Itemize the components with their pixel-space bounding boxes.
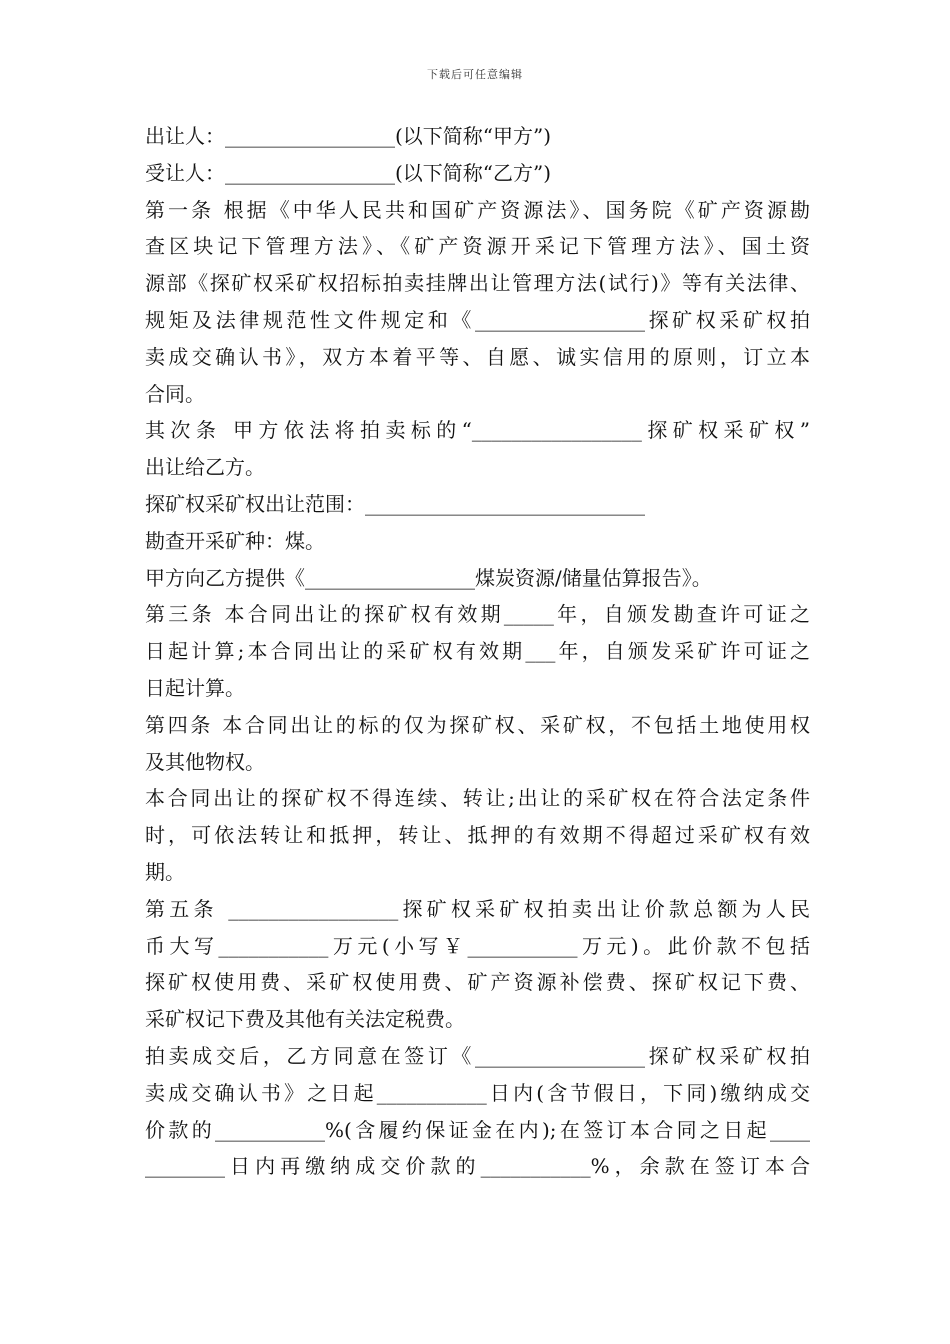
text-line: 出让给乙方。 bbox=[145, 455, 265, 480]
text-line: 币大写___________万元(小写￥___________万元)。此价款不包括 bbox=[145, 933, 810, 958]
text-line: 合同。 bbox=[145, 381, 205, 406]
text-line: 第五条 _________________探矿权采矿权拍卖出让价款总额为人民 bbox=[145, 896, 810, 921]
text-line: 规矩及法律规范性文件规定和《_________________探矿权采矿权拍 bbox=[145, 307, 810, 332]
document-body bbox=[145, 118, 810, 1185]
text-line: 探矿权采矿权出让范围：____________________________ bbox=[145, 491, 645, 516]
text-line: 受让人：_________________(以下简称“乙方”) bbox=[145, 160, 552, 185]
text-line: 日起计算。 bbox=[145, 675, 245, 700]
text-line: 卖成交确认书》之日起___________日内(含节假日，下同)缴纳成交 bbox=[145, 1080, 810, 1105]
text-line: 查区块记下管理方法》、《矿产资源开采记下管理方法》、国土资 bbox=[145, 234, 810, 259]
text-line: 本合同出让的探矿权不得连续、转让;出让的采矿权在符合法定条件 bbox=[145, 786, 810, 811]
text-line: ________日内再缴纳成交价款的___________%，余款在签订本合 bbox=[145, 1154, 810, 1179]
text-line: 日起计算;本合同出让的采矿权有效期___年，自颁发采矿许可证之 bbox=[145, 639, 810, 664]
text-line: 第三条 本合同出让的探矿权有效期_____年，自颁发勘查许可证之 bbox=[145, 602, 810, 627]
text-line: 探矿权使用费、采矿权使用费、矿产资源补偿费、探矿权记下费、 bbox=[145, 970, 810, 995]
text-line: 采矿权记下费及其他有关法定税费。 bbox=[145, 1007, 465, 1032]
text-line: 其次条 甲方依法将拍卖标的“_________________探矿权采矿权” bbox=[145, 418, 810, 443]
text-line: 时，可依法转让和抵押，转让、抵押的有效期不得超过采矿权有效 bbox=[145, 823, 810, 848]
text-line: 勘查开采矿种：煤。 bbox=[145, 528, 325, 553]
text-line: 第四条 本合同出让的标的仅为探矿权、采矿权，不包括土地使用权 bbox=[145, 712, 810, 737]
text-line: 价款的___________%(含履约保证金在内);在签订本合同之日起____ bbox=[145, 1117, 810, 1142]
text-line: 源部《探矿权采矿权招标拍卖挂牌出让管理方法(试行)》等有关法律、 bbox=[145, 271, 810, 296]
text-line: 期。 bbox=[145, 859, 185, 884]
text-line: 及其他物权。 bbox=[145, 749, 265, 774]
text-line: 出让人：_________________(以下简称“甲方”) bbox=[145, 124, 552, 148]
text-line: 甲方向乙方提供《_________________煤炭资源/储量估算报告》。 bbox=[145, 565, 712, 590]
page-header: 下载后可任意编辑 bbox=[427, 68, 523, 81]
text-line: 第一条 根据《中华人民共和国矿产资源法》、国务院《矿产资源勘 bbox=[145, 197, 810, 222]
text-line: 拍卖成交后，乙方同意在签订《_________________探矿权采矿权拍 bbox=[145, 1043, 810, 1068]
text-line: 卖成交确认书》，双方本着平等、自愿、诚实信用的原则，订立本 bbox=[145, 344, 810, 369]
